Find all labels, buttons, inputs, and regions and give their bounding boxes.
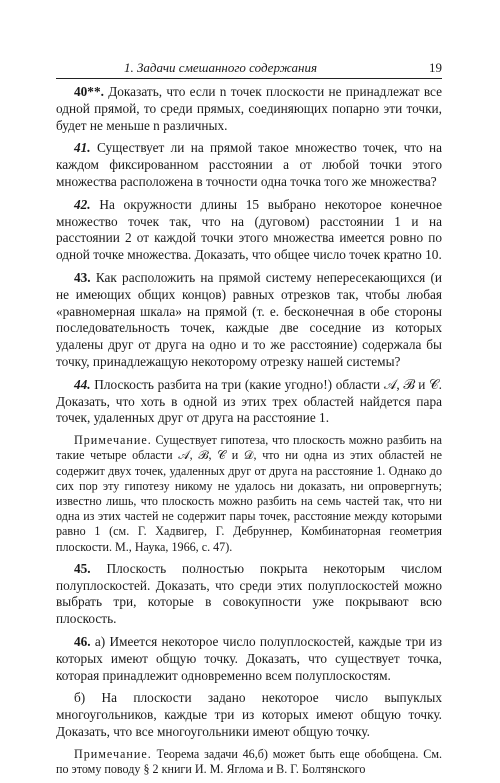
note-text: Теорема задачи 46,б) может быть еще обобщена. См. по этому поводу § 2 книги И. М. Яглома и В. Г. Болтянского <box>56 746 442 776</box>
note-text: Существует гипотеза, что плоскость можно разбить на такие четыре области 𝒜, ℬ, 𝒞 и 𝒟, что ни одна из этих областей не содержит двух точек, удаленных друг от друга на расстояние 1. Однако до сих пор эту гипотезу никому не удалось ни доказать, ни опровергнуть; известно лишь, что плоскость можно разбить на семь частей так, что ни одна из этих частей не содержит пары точек, расстояние между которыми равно 1 (см. Г. Хадвигер, Г. Дебруннер, Комбинаторная геометрия плоскости. М., Наука, 1966, с. 47). <box>56 433 442 554</box>
problem-45 <box>56 561 442 628</box>
problem-text: Плоскость разбита на три (какие угодно!) области 𝒜, ℬ и 𝒞. Доказать, что хоть в одной из этих трех областей найдется пара точек, удаленных друг от друга на расстояние 1. <box>56 376 442 426</box>
note-label: Примечание. <box>74 746 152 761</box>
running-title: 1. Задачи смешанного содержания <box>124 60 318 75</box>
problem-42 <box>56 197 442 264</box>
page-number: 19 <box>429 60 442 75</box>
page-header <box>56 58 442 79</box>
problem-43 <box>56 270 442 371</box>
problem-46a <box>56 634 442 684</box>
problem-number: 43. <box>74 269 91 285</box>
problem-number: 41. <box>74 140 91 156</box>
problem-44 <box>56 377 442 427</box>
problem-text: Существует ли на прямой такое множество точек, что на каждом фиксированном расстоянии a от любой точки этого множества расположена в точности одна точка того же множества? <box>56 140 443 189</box>
note-2 <box>56 747 442 777</box>
problem-text: Как расположить на прямой систему непересекающихся (и не имеющих общих концов) равных отрезков так, чтобы любая «равномерная шкала» на прямой (т. е. бесконечная в обе стороны последовательность точек, каждые две соседние из которых удалены друг от друга на одно и то же расстояние) содержала бы точку, принадлежащую некоторому отрезку нашей системы? <box>56 269 443 369</box>
problem-41 <box>56 140 442 190</box>
problem-number: 42. <box>74 196 91 212</box>
note-1 <box>56 433 442 555</box>
problem-46b <box>56 690 442 740</box>
problem-number: 46. <box>74 633 91 649</box>
problem-text: б) На плоскости задано некоторое число выпуклых многоугольников, каждые три из которых имеют общую точку. Доказать, что все многоугольники имеют общую точку. <box>56 690 442 739</box>
note-label: Примечание. <box>74 433 152 448</box>
problem-text: а) Имеется некоторое число полуплоскостей, каждые три из которых имеют общую точку. Доказать, что существует точка, которая принадлежит одновременно всем полуплоскостям. <box>56 633 443 683</box>
problem-number: 45. <box>74 560 91 576</box>
problem-number: 40**. <box>74 84 104 99</box>
problem-text: Плоскость полностью покрыта некоторым числом полуплоскостей. Доказать, что среди этих полуплоскостей можно выбрать три, которые в совокупности уже покрывают всю плоскость. <box>56 560 442 627</box>
problem-text: Доказать, что если n точек плоскости не принадлежат все одной прямой, то среди прямых, соединяющих попарно эти точки, будет не меньше n различных. <box>56 84 442 133</box>
problem-40 <box>56 84 442 134</box>
page-body <box>56 84 442 783</box>
problem-number: 44. <box>74 376 91 392</box>
problem-text: На окружности длины 15 выбрано некоторое конечное множество точек так, что на (дуговом) расстоянии 1 и на расстоянии 2 от каждой точки этого множества имеется ровно по одной точке множества. Доказать, что общее число точек кратно 10. <box>56 196 443 263</box>
